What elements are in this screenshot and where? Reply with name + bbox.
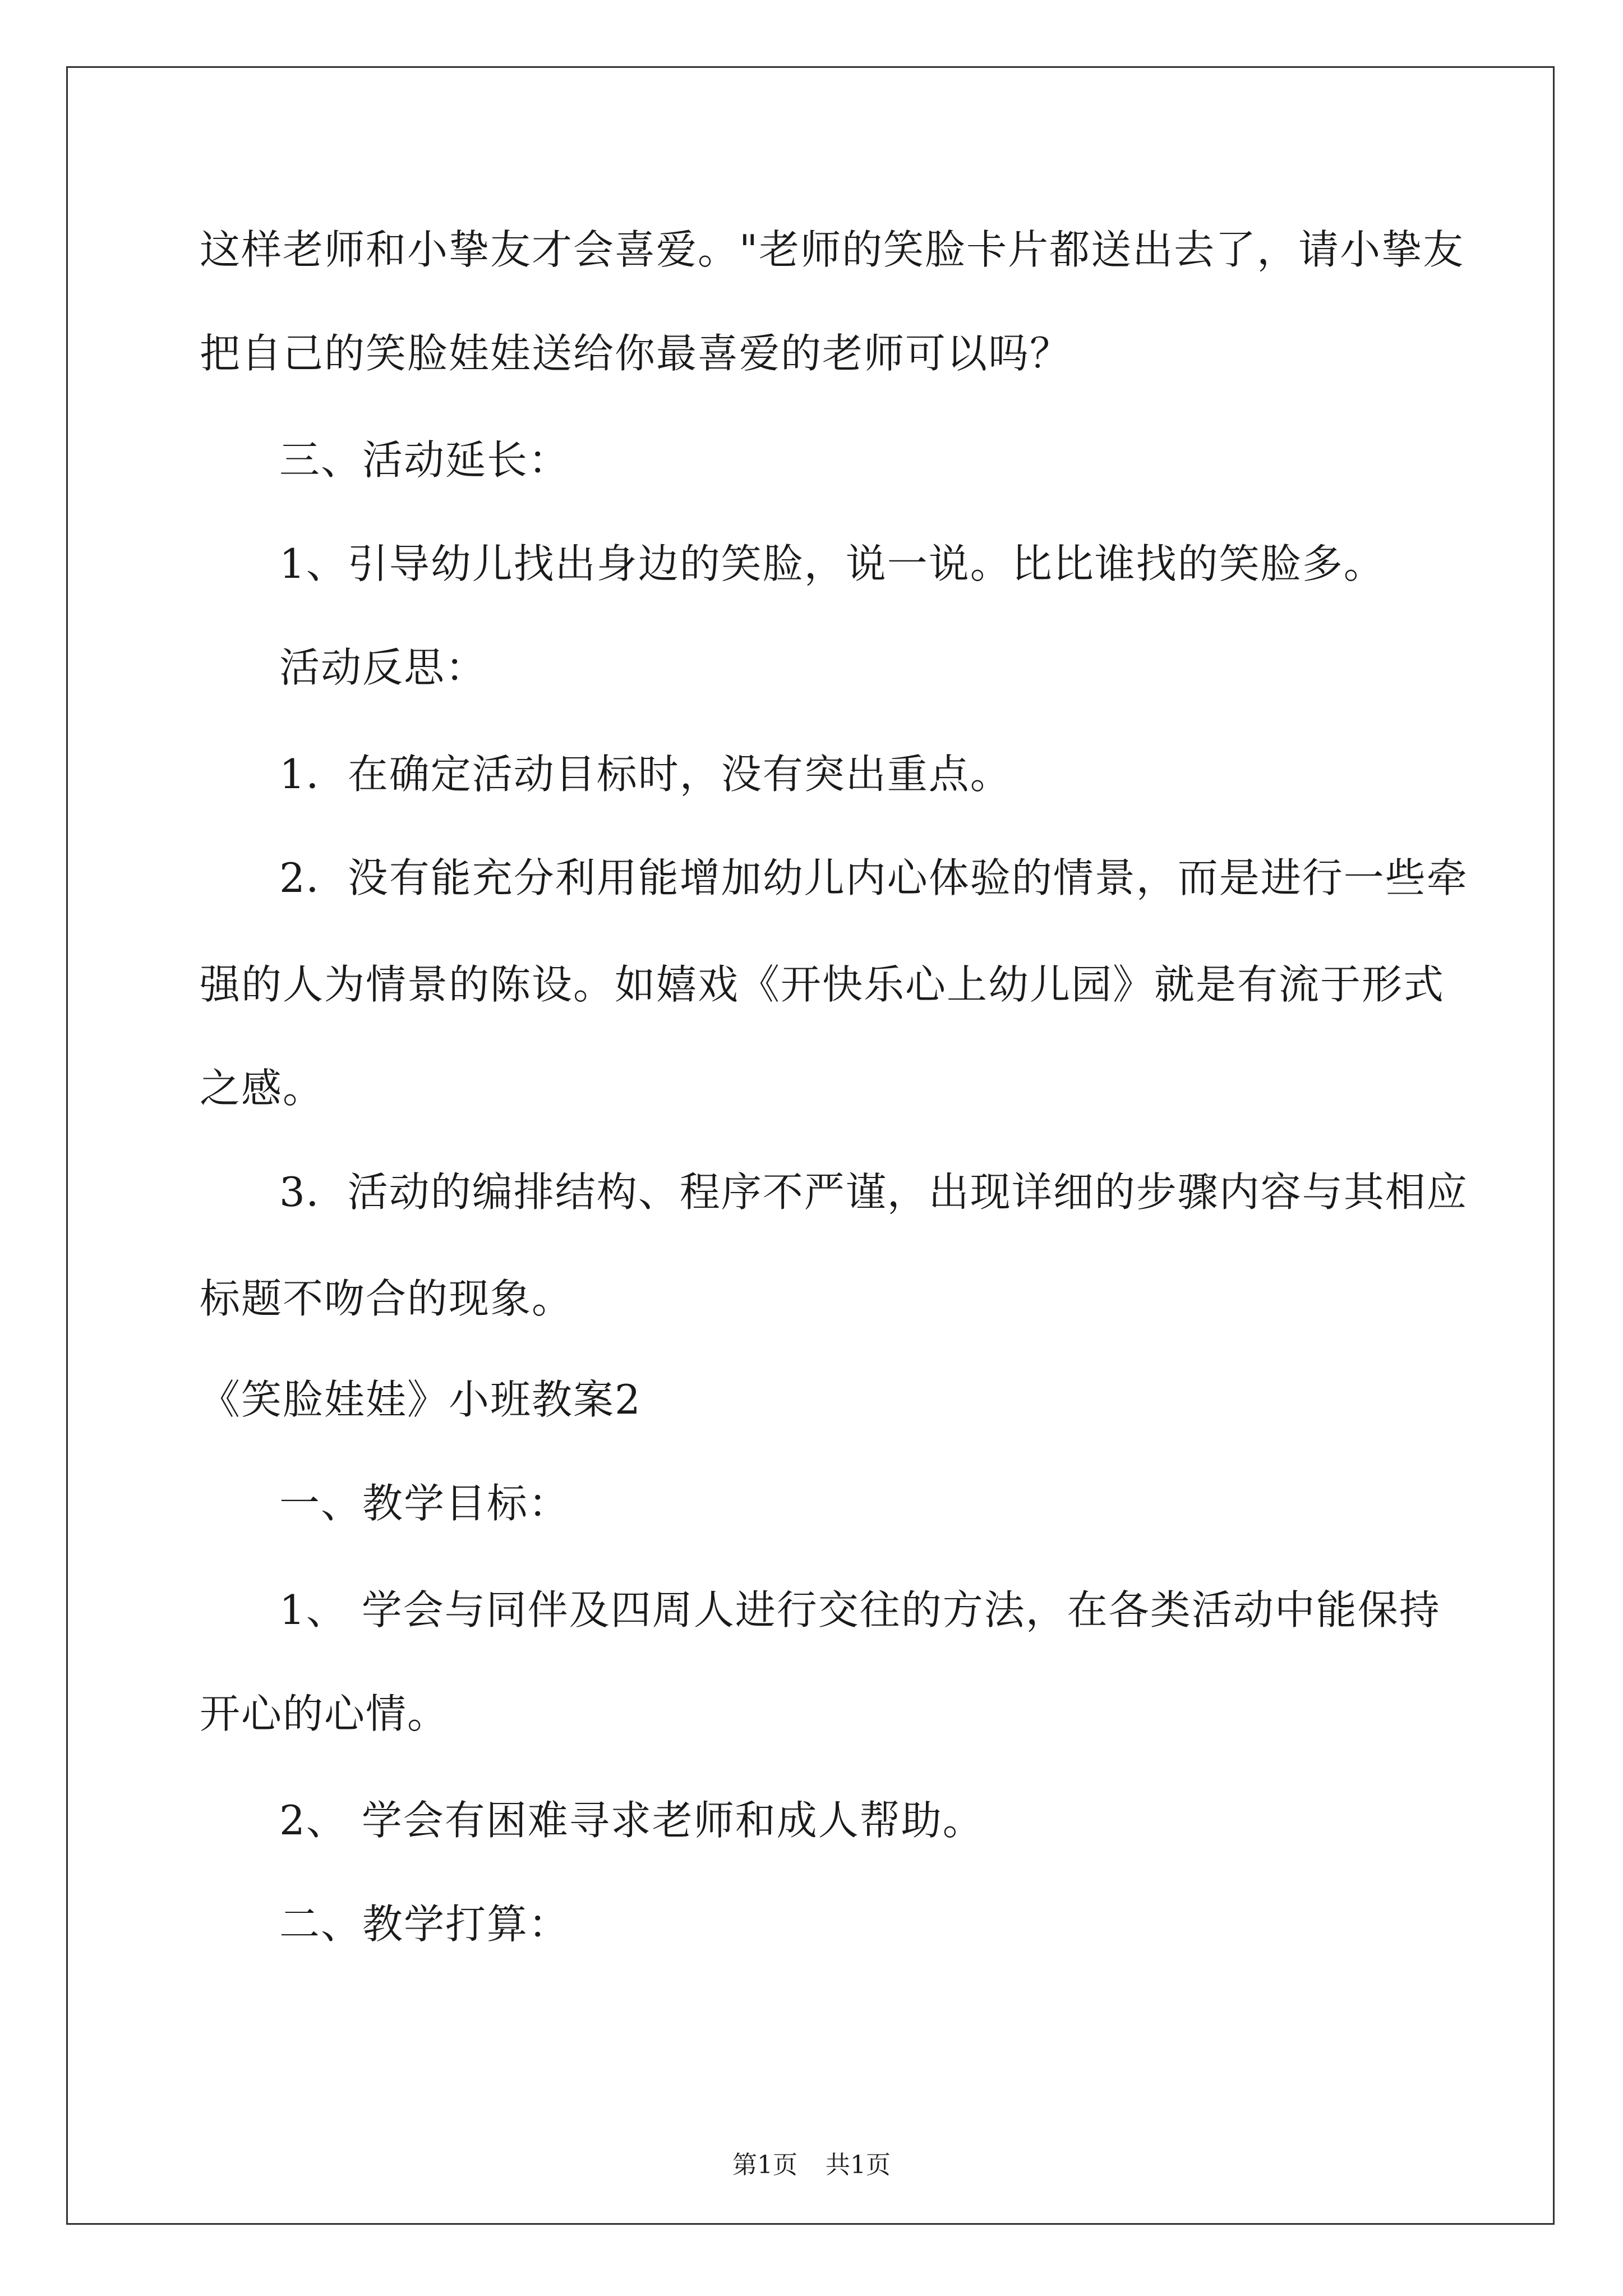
text-line-reflection-2c: 之感。 xyxy=(200,1065,325,1112)
section-heading-teaching-goals: 一、教学目标： xyxy=(279,1480,570,1527)
text-line-1: 这样老师和小挚友才会喜爱。"老师的笑脸卡片都送出去了，请小挚友 xyxy=(200,226,1465,273)
text-line-reflection-1: 1．在确定活动目标时，没有突出重点。 xyxy=(279,751,1012,798)
text-line-reflection-3b: 标题不吻合的现象。 xyxy=(200,1275,574,1322)
text-line-goal-2: 2、 学会有困难寻求老师和成人帮助。 xyxy=(279,1797,984,1844)
text-line-goal-1a: 1、 学会与同伴及四周人进行交往的方法，在各类活动中能保持 xyxy=(279,1586,1441,1634)
text-line-2: 把自己的笑脸娃娃送给你最喜爱的老师可以吗？ xyxy=(200,330,1072,377)
page-total: 共1页 xyxy=(826,2151,891,2179)
section-heading-teaching-plan: 二、教学打算： xyxy=(279,1901,570,1948)
page-footer xyxy=(0,2148,1623,2182)
page-number: 第1页 xyxy=(732,2151,797,2179)
text-line-extension-1: 1、引导幼儿找出身边的笑脸，说一说。比比谁找的笑脸多。 xyxy=(279,540,1385,587)
text-line-reflection-3a: 3．活动的编排结构、程序不严谨，出现详细的步骤内容与其相应 xyxy=(279,1168,1468,1216)
document-title: 《笑脸娃娃》小班教案2 xyxy=(200,1376,642,1423)
text-line-goal-1b: 开心的心情。 xyxy=(200,1690,449,1737)
text-line-reflection-2a: 2．没有能充分利用能增加幼儿内心体验的情景，而是进行一些牵 xyxy=(279,854,1468,901)
section-heading-activity-extension: 三、活动延长： xyxy=(279,436,570,484)
text-line-reflection-2b: 强的人为情景的陈设。如嬉戏《开快乐心上幼儿园》就是有流于形式 xyxy=(200,961,1445,1008)
section-heading-reflection: 活动反思： xyxy=(279,644,487,691)
